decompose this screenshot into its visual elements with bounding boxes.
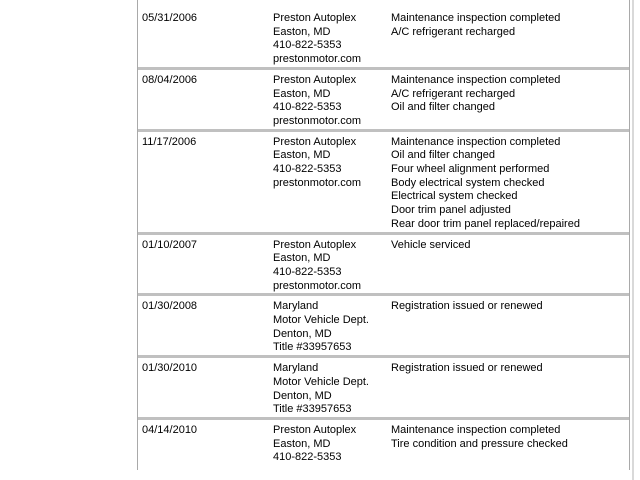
record-date: 05/31/2006 (142, 12, 198, 24)
source-line: prestonmotor.com (273, 176, 362, 189)
source-line: Title #33957653 (273, 403, 352, 416)
source-line: Title #33957653 (273, 341, 352, 354)
source-line: Denton, MD (273, 327, 332, 340)
table-right-border (629, 0, 630, 470)
comment-line: Vehicle serviced (391, 238, 471, 251)
comment-line: Tire condition and pressure checked (391, 437, 568, 450)
source-line: Preston Autoplex (273, 423, 357, 436)
source-line: prestonmotor.com (273, 53, 362, 66)
record-date: 01/10/2007 (138, 233, 273, 295)
record-comments (391, 8, 629, 68)
record-source (273, 130, 391, 233)
record-date: 04/14/2010 (138, 418, 273, 465)
record-comments (391, 418, 629, 465)
comment-line: Four wheel alignment performed (391, 163, 550, 176)
source-line: prestonmotor.com (273, 279, 362, 292)
comment-line: Door trim panel adjusted (391, 204, 511, 217)
source-line: prestonmotor.com (273, 114, 362, 127)
scrollbar-track[interactable] (632, 0, 634, 480)
source-line: Easton, MD (273, 149, 331, 162)
record-date: 11/17/2006 (138, 130, 273, 233)
comment-line: Rear door trim panel replaced/repaired (391, 217, 580, 230)
source-line: Denton, MD (273, 389, 332, 402)
record-comments (391, 233, 629, 295)
comment-line: Body electrical system checked (391, 176, 545, 189)
comment-line: Registration issued or renewed (391, 300, 543, 313)
table-row (138, 68, 629, 130)
comment-line: A/C refrigerant recharged (391, 25, 516, 38)
source-line: Easton, MD (273, 437, 331, 450)
source-line: Motor Vehicle Dept. (273, 375, 369, 388)
comment-line: Maintenance inspection completed (391, 135, 561, 148)
source-line: Motor Vehicle Dept. (273, 314, 369, 327)
comment-line: Oil and filter changed (391, 149, 495, 162)
comment-line: Registration issued or renewed (391, 362, 543, 375)
source-line: Preston Autoplex (273, 135, 357, 148)
table-row (138, 233, 629, 295)
record-date: 01/30/2010 (138, 357, 273, 419)
vehicle-history-table (138, 8, 629, 465)
table-row (138, 295, 629, 357)
source-line: 410-822-5353 (273, 163, 342, 176)
record-date: 01/30/2008 (138, 295, 273, 357)
source-line: Easton, MD (273, 252, 331, 265)
table-row (138, 357, 629, 419)
source-line: 410-822-5353 (273, 265, 342, 278)
record-source (273, 295, 391, 357)
comment-line: Maintenance inspection completed (391, 423, 561, 436)
record-source (273, 8, 391, 68)
record-comments (391, 68, 629, 130)
record-comments (391, 357, 629, 419)
comment-line: Electrical system checked (391, 190, 518, 203)
record-source (273, 68, 391, 130)
source-line: Easton, MD (273, 25, 331, 38)
source-line: Maryland (273, 300, 319, 313)
source-line: Preston Autoplex (273, 238, 357, 251)
record-source (273, 233, 391, 295)
source-line: 410-822-5353 (273, 39, 342, 52)
source-line: 410-822-5353 (273, 101, 342, 114)
record-source (273, 418, 391, 465)
record-date: 08/04/2006 (138, 68, 273, 130)
comment-line: A/C refrigerant recharged (391, 87, 516, 100)
source-line: Preston Autoplex (273, 12, 357, 24)
table-row (138, 130, 629, 233)
source-line: Easton, MD (273, 87, 331, 100)
record-source (273, 357, 391, 419)
record-comments (391, 295, 629, 357)
source-line: 410-822-5353 (273, 451, 342, 464)
table-row (138, 418, 629, 465)
vehicle-history-body (138, 8, 629, 465)
table-row (138, 8, 629, 68)
comment-line: Oil and filter changed (391, 101, 495, 114)
source-line: Maryland (273, 362, 319, 375)
comment-line: Maintenance inspection completed (391, 73, 561, 86)
comment-line: Maintenance inspection completed (391, 12, 561, 24)
source-line: Preston Autoplex (273, 73, 357, 86)
record-comments (391, 130, 629, 233)
